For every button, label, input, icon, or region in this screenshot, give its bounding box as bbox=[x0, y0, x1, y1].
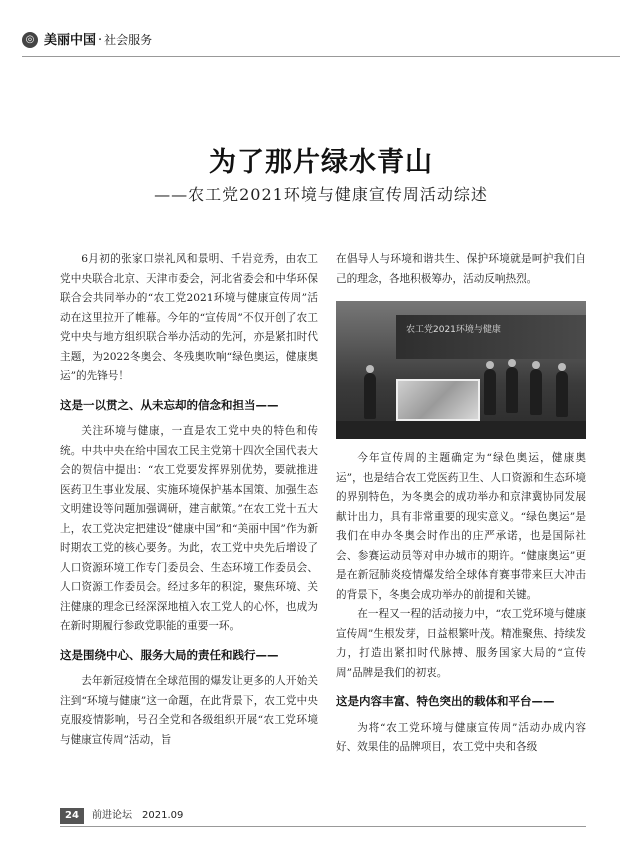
person-figure bbox=[484, 369, 496, 415]
person-head bbox=[532, 361, 540, 369]
right-column bbox=[336, 250, 586, 758]
paragraph: 6月初的张家口崇礼风和景明、千岩竞秀，由农工党中央联合北京、天津市委会，河北省委会和中华环保联合会共同举办的“农工党2021环境与健康宣传周”活动在这里拉开了帷幕。今年的“宣传周”不仅开创了农工党中央与地方组织联合举办活动的先河，亦是紧扣时代主题，为2022冬奥会、冬残奥吹响“绿色奥运，健康奥运”的先锋号！ bbox=[60, 253, 318, 382]
paragraph: 在一程又一程的活动接力中，“农工党环境与健康宣传周”生根发芽，日益根繁叶茂。精准聚焦、持续发力，打造出紧扣时代脉搏、服务国家大局的“宣传周”品牌是我们的初衷。 bbox=[336, 608, 586, 679]
section-heading: 这是围绕中心、服务大局的责任和践行—— bbox=[60, 647, 279, 662]
page-footer bbox=[60, 808, 586, 824]
left-column bbox=[60, 250, 318, 750]
person-head bbox=[366, 365, 374, 373]
landscape-painting bbox=[396, 379, 480, 421]
person-figure bbox=[530, 369, 542, 415]
paragraph: 为将“农工党环境与健康宣传周”活动办成内容好、效果佳的品牌项目，农工党中央和各级 bbox=[336, 721, 586, 753]
person-head bbox=[558, 363, 566, 371]
person-figure bbox=[506, 367, 518, 413]
event-photo bbox=[336, 301, 586, 439]
person-head bbox=[508, 359, 516, 367]
issue-number: 2021.09 bbox=[142, 810, 184, 821]
person-figure bbox=[556, 371, 568, 417]
person-figure bbox=[364, 373, 376, 419]
magazine-name: 前进论坛 bbox=[92, 810, 132, 821]
section-name: 社会服务 bbox=[104, 33, 153, 47]
article-subtitle: ——农工党2021环境与健康宣传周活动综述 bbox=[154, 185, 488, 204]
paragraph: 在倡导人与环境和谐共生、保护环境就是呵护我们自己的理念，各地积极筹办，活动反响热烈。 bbox=[336, 253, 586, 285]
page-header bbox=[22, 30, 620, 52]
photo-banner-text: 农工党2021环境与健康 bbox=[406, 325, 501, 335]
article-title: 为了那片绿水青山 bbox=[209, 147, 433, 178]
section-heading: 这是内容丰富、特色突出的载体和平台—— bbox=[336, 694, 555, 708]
section-heading: 这是一以贯之、从未忘却的信念和担当—— bbox=[60, 397, 279, 412]
footer-rule bbox=[60, 826, 586, 827]
circle-logo-icon: ◎ bbox=[22, 32, 38, 48]
header-separator: · bbox=[98, 33, 103, 48]
photo-floor bbox=[336, 421, 586, 439]
header-brand bbox=[44, 30, 152, 51]
paragraph: 今年宣传周的主题确定为“绿色奥运，健康奥运”，也是结合农工党医药卫生、人口资源和生态环境的界别特色，为冬奥会的成功举办和京津冀协同发展献计出力，具有非常重要的现实意义。“绿色奥运”是我们在申办冬奥会时作出的庄严承诺，也是国际社会、参赛运动员等对申办城市的期许。“健康奥运”更是在新冠肺炎疫情爆发给全球体育赛事带来巨大冲击的背景下，冬奥会成功举办的前提和关键。 bbox=[336, 452, 586, 601]
header-rule bbox=[22, 56, 620, 57]
paragraph: 去年新冠疫情在全球范围的爆发让更多的人开始关注到“环境与健康”这一命题，在此背景下，农工党中央克服疫情影响，号召全党和各级组织开展“农工党环境与健康宣传周”活动，旨 bbox=[60, 675, 318, 746]
page-number: 24 bbox=[60, 808, 84, 824]
person-head bbox=[486, 361, 494, 369]
footer-text bbox=[92, 808, 193, 824]
paragraph: 关注环境与健康，一直是农工党中央的特色和传统。中共中央在给中国农工民主党第十四次全国代表大会的贺信中提出：“农工党要发挥界别优势，要就推进医药卫生事业发展、实施环境保护基本国策、加强生态文明建设等问题加强调研，建言献策。”在农工党十五大上，农工党决定把建设“健康中国”和“美丽中国”作为新时期农工党的核心要务。为此，农工党中央先后增设了人口资源环境工作专门委员会、生态环境工作委员会、人口资源工作委员会。经过多年的积淀，聚焦环境、关注健康的理念已经深深地植入农工党人的心怀，也成为在新时期履行参政党职能的重要一环。 bbox=[60, 425, 318, 632]
brand-name: 美丽中国 bbox=[44, 33, 97, 48]
